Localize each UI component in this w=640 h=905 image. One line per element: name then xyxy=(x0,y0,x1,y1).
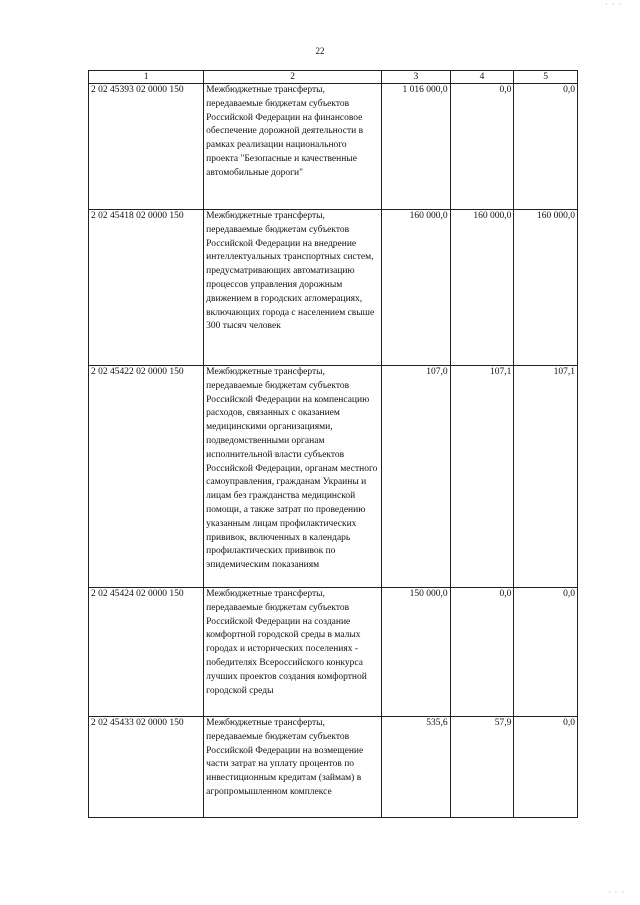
column-header: 3 xyxy=(381,71,450,84)
value-col-4: 0,0 xyxy=(450,84,514,210)
value-col-3: 1 016 000,0 xyxy=(381,84,450,210)
item-description: Межбюджетные трансферты, передаваемые бюджетам субъектов Российской Федерации на создание комфортной городской среды в малых городах и исторических поселениях - победителях Всероссийского конкурса лучших проектов создания комфортной городской среды xyxy=(204,588,382,717)
budget-code: 2 02 45433 02 0000 150 xyxy=(89,717,204,818)
table-row xyxy=(89,588,578,717)
page-number: 22 xyxy=(315,46,325,56)
item-description: Межбюджетные трансферты, передаваемые бюджетам субъектов Российской Федерации на возмещение части затрат на уплату процентов по инвестиционным кредитам (займам) в агропромышленном комплексе xyxy=(204,717,382,818)
table-header-row xyxy=(89,71,578,84)
budget-code: 2 02 45418 02 0000 150 xyxy=(89,210,204,366)
value-col-5: 0,0 xyxy=(514,84,578,210)
budget-code: 2 02 45393 02 0000 150 xyxy=(89,84,204,210)
value-col-5: 107,1 xyxy=(514,366,578,588)
corner-mark: · · · xyxy=(605,0,622,9)
budget-code: 2 02 45422 02 0000 150 xyxy=(89,366,204,588)
corner-mark: · · · xyxy=(608,888,625,897)
column-header: 4 xyxy=(450,71,514,84)
value-col-3: 535,6 xyxy=(381,717,450,818)
table-row xyxy=(89,210,578,366)
column-header: 5 xyxy=(514,71,578,84)
table-row xyxy=(89,366,578,588)
value-col-5: 0,0 xyxy=(514,717,578,818)
value-col-3: 160 000,0 xyxy=(381,210,450,366)
item-description: Межбюджетные трансферты, передаваемые бюджетам субъектов Российской Федерации на компенсацию расходов, связанных с оказанием медицинскими организациями, подведомственными органам исполнительной власти субъектов Российской Федерации, органам местного самоуправления, гражданам Украины и лицам без гражданства медицинской помощи, а также затрат по проведению указанным лицам профилактических прививок, включенных в календарь профилактических прививок по эпидемическим показаниям xyxy=(204,366,382,588)
table-row xyxy=(89,717,578,818)
value-col-4: 160 000,0 xyxy=(450,210,514,366)
value-col-3: 107,0 xyxy=(381,366,450,588)
budget-table xyxy=(88,70,578,818)
column-header: 1 xyxy=(89,71,204,84)
table-row xyxy=(89,84,578,210)
budget-code: 2 02 45424 02 0000 150 xyxy=(89,588,204,717)
value-col-5: 160 000,0 xyxy=(514,210,578,366)
item-description: Межбюджетные трансферты, передаваемые бюджетам субъектов Российской Федерации на внедрение интеллектуальных транспортных систем, предусматривающих автоматизацию процессов управления дорожным движением в городских агломерациях, включающих города с населением свыше 300 тысяч человек xyxy=(204,210,382,366)
value-col-4: 107,1 xyxy=(450,366,514,588)
value-col-4: 0,0 xyxy=(450,588,514,717)
value-col-5: 0,0 xyxy=(514,588,578,717)
value-col-4: 57,9 xyxy=(450,717,514,818)
item-description: Межбюджетные трансферты, передаваемые бюджетам субъектов Российской Федерации на финансовое обеспечение дорожной деятельности в рамках реализации национального проекта "Безопасные и качественные автомобильные дороги" xyxy=(204,84,382,210)
column-header: 2 xyxy=(204,71,382,84)
value-col-3: 150 000,0 xyxy=(381,588,450,717)
